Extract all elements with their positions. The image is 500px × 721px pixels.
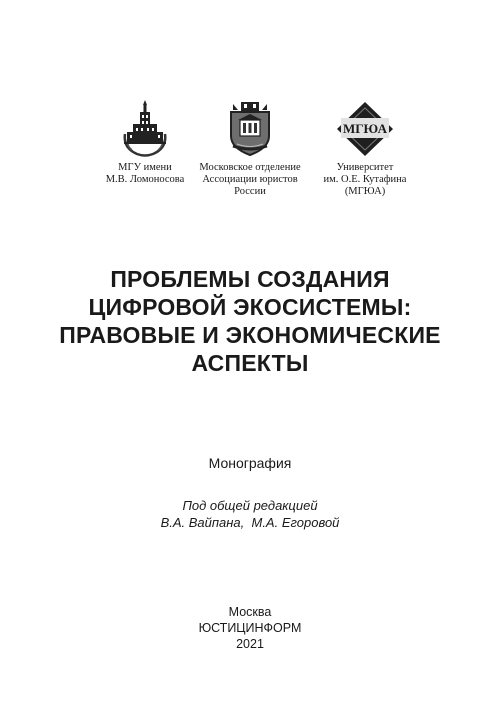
editors-names: В.А. Вайпана, М.А. Егоровой — [160, 515, 340, 530]
imprint-year: 2021 — [236, 637, 264, 651]
title-line: ПРОБЛЕМЫ СОЗДАНИЯ — [110, 266, 390, 292]
logos-row — [0, 100, 500, 210]
genre-label: Монография — [208, 455, 292, 471]
imprint-publisher: ЮСТИЦИНФОРМ — [198, 621, 302, 635]
editors-label: Под общей редакцией — [182, 498, 318, 513]
lawyers-association-crest-icon — [223, 100, 277, 158]
title-line: АСПЕКТЫ — [191, 350, 309, 376]
caption-line: России — [234, 186, 266, 197]
logo-mgua-caption — [290, 162, 440, 198]
title-line: ЦИФРОВОЙ ЭКОСИСТЕМЫ: — [88, 294, 412, 320]
imprint-block — [0, 604, 500, 652]
imprint-city: Москва — [228, 605, 272, 619]
caption-line: М.В. Ломоносова — [105, 174, 185, 185]
mgua-logo-text: МГЮА — [342, 121, 388, 136]
caption-line: им. О.Е. Кутафина — [323, 174, 407, 185]
editors-block — [0, 497, 500, 531]
caption-line: Московское отделение — [199, 162, 301, 173]
caption-line: МГУ имени — [118, 162, 172, 173]
title-line: ПРАВОВЫЕ И ЭКОНОМИЧЕСКИЕ — [59, 322, 441, 348]
msu-building-emblem-icon — [119, 100, 171, 158]
caption-line: (МГЮА) — [344, 186, 386, 197]
caption-line: Ассоциации юристов — [202, 174, 298, 185]
book-title — [20, 265, 480, 377]
caption-line: Университет — [336, 162, 394, 173]
mgua-diamond-logo-icon — [335, 100, 395, 158]
logo-mgua — [290, 100, 440, 198]
